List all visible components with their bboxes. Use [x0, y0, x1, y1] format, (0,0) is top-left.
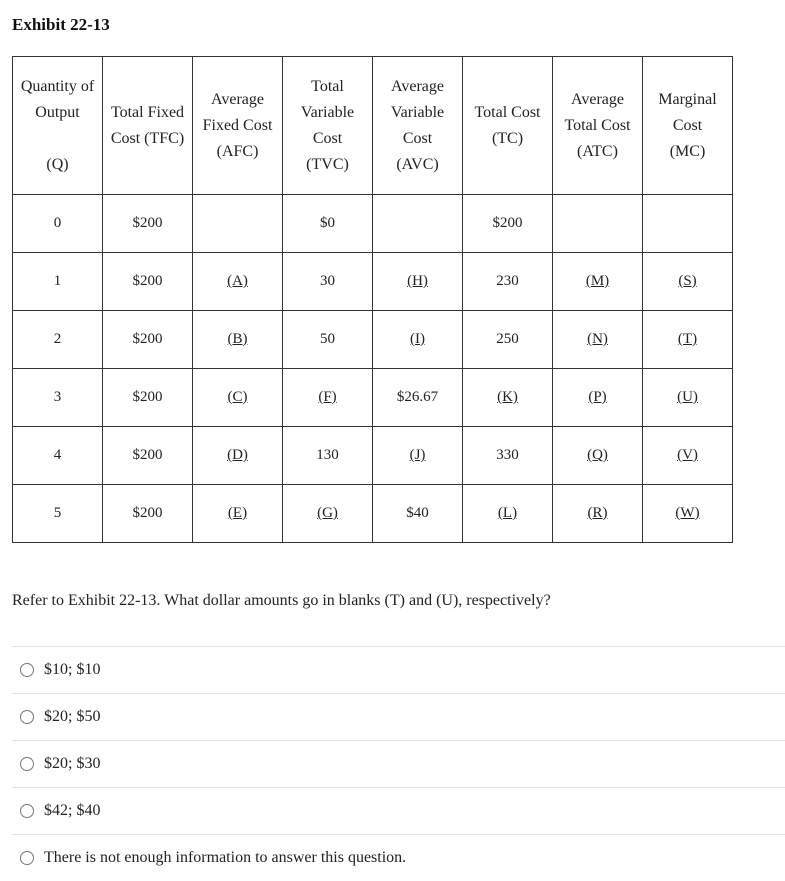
table-cell: (F) — [283, 369, 373, 427]
table-cell: 2 — [13, 311, 103, 369]
column-header-line: Average — [211, 90, 264, 108]
radio-button[interactable] — [20, 757, 34, 771]
radio-button[interactable] — [20, 710, 34, 724]
table-cell: 1 — [13, 253, 103, 311]
column-header-line: (TC) — [491, 129, 524, 147]
table-cell: (S) — [643, 253, 733, 311]
column-header-line: Variable — [390, 103, 445, 121]
table-cell — [553, 195, 643, 253]
radio-button[interactable] — [20, 851, 34, 865]
column-header-line: (AVC) — [396, 155, 439, 173]
table-cell: $200 — [463, 195, 553, 253]
table-cell: (D) — [193, 427, 283, 485]
table-body — [13, 195, 733, 543]
table-cell: (V) — [643, 427, 733, 485]
table-header-row — [13, 57, 733, 195]
table-cell: (W) — [643, 485, 733, 543]
column-header-line: (ATC) — [577, 142, 618, 160]
column-header — [103, 57, 193, 195]
column-header — [193, 57, 283, 195]
table-cell: 4 — [13, 427, 103, 485]
question-text: Refer to Exhibit 22-13. What dollar amounts go in blanks (T) and (U), respectively? — [12, 592, 551, 609]
column-header-line: Cost — [402, 129, 433, 147]
table-cell: 50 — [283, 311, 373, 369]
column-header-line: (AFC) — [216, 142, 259, 160]
table-cell: (Q) — [553, 427, 643, 485]
column-header — [553, 57, 643, 195]
table-cell: (R) — [553, 485, 643, 543]
table-cell: 250 — [463, 311, 553, 369]
column-header-line: Total Fixed — [110, 103, 185, 121]
column-header-line: Total — [311, 77, 344, 95]
table-cell: $26.67 — [373, 369, 463, 427]
cost-table — [12, 56, 733, 543]
table-row — [13, 427, 733, 485]
answer-option[interactable] — [12, 787, 785, 834]
column-header-line: Cost — [672, 116, 703, 134]
table-cell: (T) — [643, 311, 733, 369]
table-cell: (N) — [553, 311, 643, 369]
answer-option-label: $20; $50 — [44, 708, 101, 725]
table-cell: 30 — [283, 253, 373, 311]
table-row — [13, 253, 733, 311]
table-cell — [193, 195, 283, 253]
table-cell: 0 — [13, 195, 103, 253]
table-row — [13, 369, 733, 427]
answer-option[interactable] — [12, 646, 785, 693]
table-cell: $200 — [103, 311, 193, 369]
table-cell: (J) — [373, 427, 463, 485]
column-header-line: Cost — [312, 129, 343, 147]
table-cell: (L) — [463, 485, 553, 543]
table-cell: 230 — [463, 253, 553, 311]
answer-options — [12, 646, 785, 881]
column-header-line: Average — [391, 77, 444, 95]
table-cell: (K) — [463, 369, 553, 427]
column-header-line: (MC) — [669, 142, 706, 160]
answer-option[interactable] — [12, 740, 785, 787]
column-header-line: Output — [35, 103, 80, 121]
column-header-line: Total Cost — [564, 116, 631, 134]
table-cell: (U) — [643, 369, 733, 427]
column-header-line: Average — [571, 90, 624, 108]
table-cell: $200 — [103, 253, 193, 311]
table-cell: (B) — [193, 311, 283, 369]
table-cell: (E) — [193, 485, 283, 543]
column-header-line: Quantity of — [20, 77, 95, 95]
answer-option-label: $42; $40 — [44, 802, 101, 819]
table-row — [13, 485, 733, 543]
exhibit-title: Exhibit 22-13 — [12, 15, 110, 34]
table-row — [13, 195, 733, 253]
answer-option-label: There is not enough information to answer this question. — [44, 849, 407, 866]
column-header-line: Total Cost — [474, 103, 541, 121]
table-cell: (M) — [553, 253, 643, 311]
table-cell: 130 — [283, 427, 373, 485]
table-cell: $40 — [373, 485, 463, 543]
column-header — [283, 57, 373, 195]
column-header-line: Marginal — [658, 90, 717, 108]
table-cell: $200 — [103, 485, 193, 543]
column-header — [13, 57, 103, 195]
table-cell: $200 — [103, 427, 193, 485]
table-cell: (C) — [193, 369, 283, 427]
radio-button[interactable] — [20, 804, 34, 818]
table-cell: $0 — [283, 195, 373, 253]
column-header-line: (Q) — [46, 155, 69, 173]
column-header — [463, 57, 553, 195]
table-cell — [373, 195, 463, 253]
answer-option[interactable] — [12, 834, 785, 881]
table-cell: $200 — [103, 369, 193, 427]
table-cell: (I) — [373, 311, 463, 369]
table-cell: 5 — [13, 485, 103, 543]
table-cell: (A) — [193, 253, 283, 311]
column-header-line: Variable — [300, 103, 355, 121]
answer-option-label: $20; $30 — [44, 755, 101, 772]
column-header-line: Fixed Cost — [202, 116, 273, 134]
column-header-line: Cost (TFC) — [110, 129, 185, 147]
table-cell: (H) — [373, 253, 463, 311]
table-cell: (G) — [283, 485, 373, 543]
table-cell: 3 — [13, 369, 103, 427]
table-cell: (P) — [553, 369, 643, 427]
column-header — [373, 57, 463, 195]
radio-button[interactable] — [20, 663, 34, 677]
column-header-line — [13, 126, 102, 152]
table-cell: 330 — [463, 427, 553, 485]
column-header-line: (TVC) — [306, 155, 349, 173]
column-header — [643, 57, 733, 195]
table-cell: $200 — [103, 195, 193, 253]
answer-option-label: $10; $10 — [44, 661, 101, 678]
table-row — [13, 311, 733, 369]
answer-option[interactable] — [12, 693, 785, 740]
table-cell — [643, 195, 733, 253]
